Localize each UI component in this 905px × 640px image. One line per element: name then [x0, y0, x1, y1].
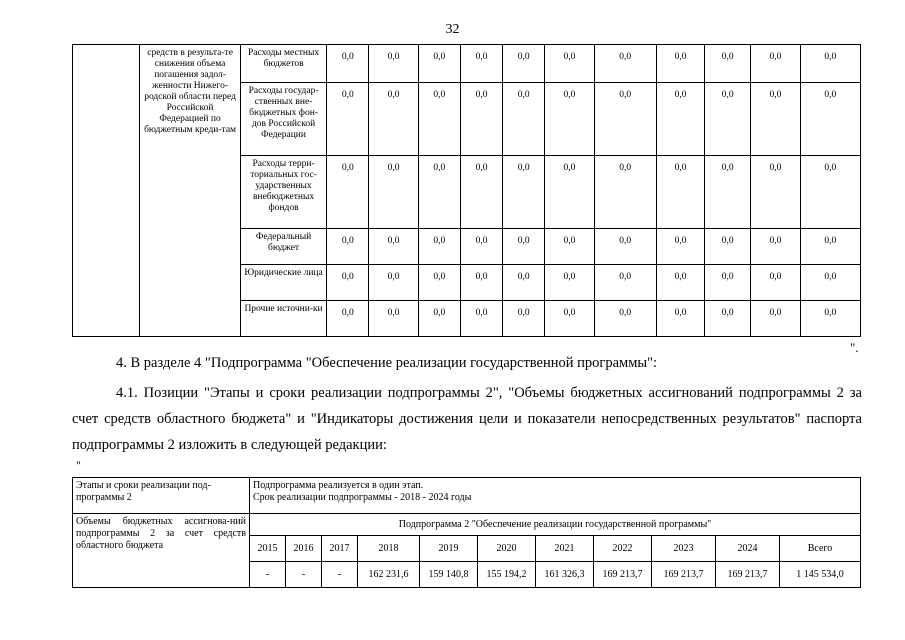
funding-source: Федеральный бюджет — [240, 229, 326, 265]
funding-value: 0,0 — [418, 83, 460, 156]
budget-amount: - — [286, 562, 322, 588]
budget-amount: - — [250, 562, 286, 588]
paragraph-section-4-1: 4.1. Позиции "Этапы и сроки реализации подпрограммы 2", "Объемы бюджетных ассигнований подпрограммы 2 за счет средств областного бюджета" и "Индикаторы достижения цели и показатели непосредственных результатов" паспорта подпрограммы 2 изложить в следующей редакции: — [72, 385, 862, 453]
funding-value: 0,0 — [800, 45, 860, 83]
year-header: 2016 — [286, 536, 322, 562]
funding-value: 0,0 — [369, 229, 418, 265]
year-header: 2020 — [478, 536, 536, 562]
budget-amount: 169 213,7 — [652, 562, 716, 588]
funding-value: 0,0 — [656, 45, 704, 83]
budget-label: Объемы бюджетных ассигнова-ний подпрограммы 2 за счет средств областного бюджета — [73, 514, 250, 588]
funding-value: 0,0 — [327, 301, 369, 337]
funding-value: 0,0 — [594, 45, 656, 83]
funding-row — [73, 45, 861, 83]
funding-value: 0,0 — [800, 229, 860, 265]
funding-value: 0,0 — [503, 83, 545, 156]
funding-value: 0,0 — [369, 156, 418, 229]
funding-value: 0,0 — [327, 265, 369, 301]
funding-value: 0,0 — [327, 156, 369, 229]
budget-amount: 169 213,7 — [594, 562, 652, 588]
funding-value: 0,0 — [460, 45, 502, 83]
funding-value: 0,0 — [460, 156, 502, 229]
year-header: 2015 — [250, 536, 286, 562]
budget-amount: 155 194,2 — [478, 562, 536, 588]
funding-value: 0,0 — [418, 229, 460, 265]
funding-value: 0,0 — [800, 265, 860, 301]
funding-value: 0,0 — [369, 301, 418, 337]
closing-quote: ". — [850, 340, 859, 355]
funding-value: 0,0 — [545, 156, 594, 229]
budget-amount: 159 140,8 — [420, 562, 478, 588]
funding-value: 0,0 — [751, 229, 800, 265]
funding-value: 0,0 — [751, 83, 800, 156]
funding-value: 0,0 — [705, 83, 751, 156]
funding-value: 0,0 — [656, 156, 704, 229]
funding-value: 0,0 — [545, 229, 594, 265]
paragraph-section-4: 4. В разделе 4 "Подпрограмма "Обеспечение реализации государственной программы": — [116, 355, 658, 371]
funding-value: 0,0 — [327, 229, 369, 265]
budget-header: Подпрограмма 2 "Обеспечение реализации государственной программы" — [250, 514, 861, 536]
funding-sources-table — [72, 44, 861, 337]
funding-value: 0,0 — [503, 265, 545, 301]
funding-value: 0,0 — [545, 301, 594, 337]
funding-value: 0,0 — [418, 156, 460, 229]
budget-amount: 161 326,3 — [536, 562, 594, 588]
year-header: 2017 — [322, 536, 358, 562]
funding-source: Расходы государ-ственных вне-бюджетных фон-дов Российской Федерации — [240, 83, 326, 156]
funding-value: 0,0 — [369, 83, 418, 156]
year-header: 2022 — [594, 536, 652, 562]
funding-value: 0,0 — [369, 265, 418, 301]
funding-value: 0,0 — [594, 265, 656, 301]
funding-value: 0,0 — [751, 301, 800, 337]
stages-value — [250, 478, 861, 514]
budget-amount: 169 213,7 — [716, 562, 780, 588]
budget-amount: 1 145 534,0 — [780, 562, 861, 588]
measure-description: средств в результа-те снижения объема погашения задол-женности Нижего-родской области перед Российской Федерацией по бюджетным креди-там — [140, 45, 241, 337]
empty-cell — [73, 45, 140, 337]
year-header: 2024 — [716, 536, 780, 562]
funding-value: 0,0 — [594, 229, 656, 265]
year-header: 2021 — [536, 536, 594, 562]
year-header: 2019 — [420, 536, 478, 562]
funding-value: 0,0 — [656, 301, 704, 337]
year-header: 2023 — [652, 536, 716, 562]
stages-label: Этапы и сроки реализации под-программы 2 — [73, 478, 250, 514]
funding-value: 0,0 — [545, 265, 594, 301]
page-number: 32 — [445, 22, 460, 37]
funding-value: 0,0 — [705, 45, 751, 83]
funding-value: 0,0 — [503, 301, 545, 337]
funding-value: 0,0 — [460, 265, 502, 301]
funding-value: 0,0 — [460, 229, 502, 265]
funding-value: 0,0 — [545, 45, 594, 83]
funding-value: 0,0 — [751, 45, 800, 83]
funding-source: Расходы терри-ториальных гос-ударственных внебюджетных фондов — [240, 156, 326, 229]
budget-amount: 162 231,6 — [358, 562, 420, 588]
funding-value: 0,0 — [503, 156, 545, 229]
funding-value: 0,0 — [800, 156, 860, 229]
funding-value: 0,0 — [418, 45, 460, 83]
year-header: Всего — [780, 536, 861, 562]
funding-value: 0,0 — [656, 265, 704, 301]
funding-value: 0,0 — [327, 45, 369, 83]
funding-value: 0,0 — [594, 156, 656, 229]
funding-value: 0,0 — [800, 83, 860, 156]
funding-value: 0,0 — [705, 229, 751, 265]
subprogram-passport-table — [72, 477, 861, 588]
funding-value: 0,0 — [594, 301, 656, 337]
funding-value: 0,0 — [503, 229, 545, 265]
funding-value: 0,0 — [418, 301, 460, 337]
funding-value: 0,0 — [418, 265, 460, 301]
funding-value: 0,0 — [503, 45, 545, 83]
funding-value: 0,0 — [327, 83, 369, 156]
opening-quote: " — [76, 458, 81, 472]
funding-source: Юридические лица — [240, 265, 326, 301]
funding-value: 0,0 — [460, 83, 502, 156]
funding-value: 0,0 — [656, 83, 704, 156]
stages-line-1: Подпрограмма реализуется в один этап. — [253, 480, 424, 491]
funding-value: 0,0 — [751, 156, 800, 229]
funding-value: 0,0 — [545, 83, 594, 156]
stages-line-2: Срок реализации подпрограммы - 2018 - 2024 годы — [253, 492, 472, 503]
budget-amount: - — [322, 562, 358, 588]
funding-value: 0,0 — [705, 301, 751, 337]
funding-value: 0,0 — [460, 301, 502, 337]
funding-source: Прочие источни-ки — [240, 301, 326, 337]
funding-value: 0,0 — [751, 265, 800, 301]
funding-value: 0,0 — [594, 83, 656, 156]
year-header: 2018 — [358, 536, 420, 562]
funding-source: Расходы местных бюджетов — [240, 45, 326, 83]
funding-value: 0,0 — [705, 265, 751, 301]
funding-value: 0,0 — [656, 229, 704, 265]
funding-value: 0,0 — [369, 45, 418, 83]
funding-value: 0,0 — [705, 156, 751, 229]
funding-value: 0,0 — [800, 301, 860, 337]
